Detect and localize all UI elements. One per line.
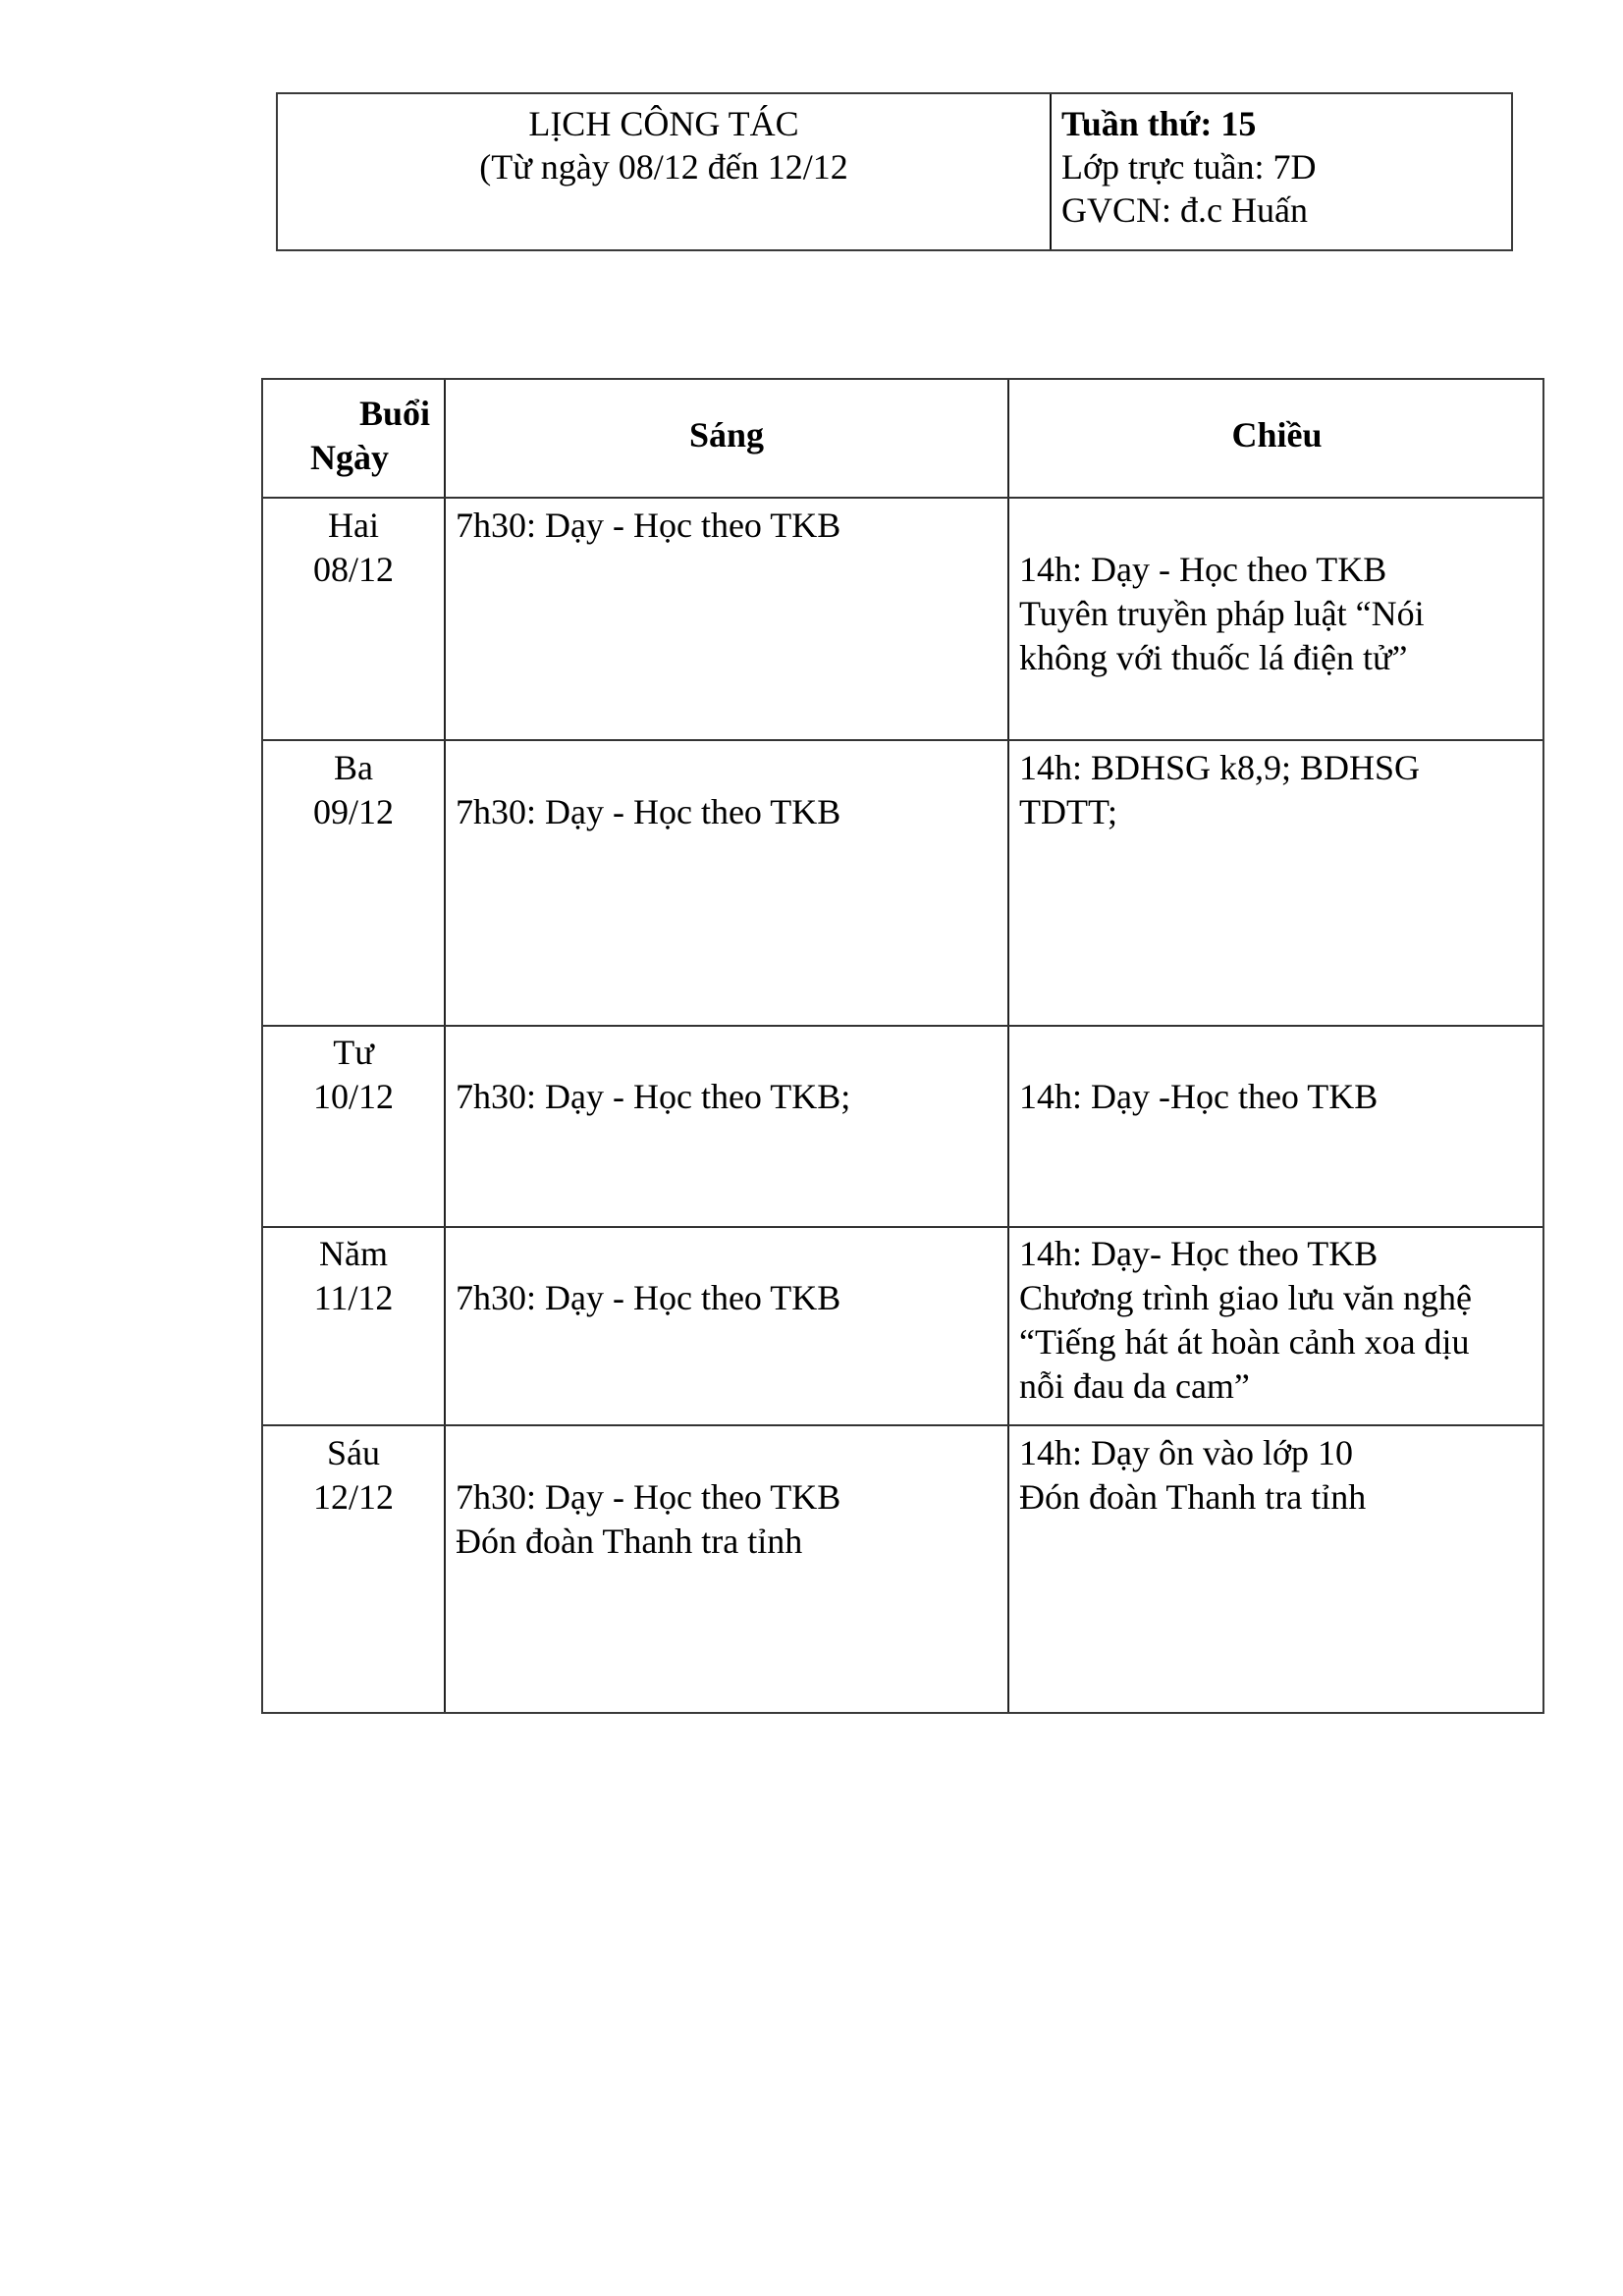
schedule-table bbox=[261, 378, 1544, 1714]
header-afternoon: Chiều bbox=[1231, 415, 1323, 454]
afternoon-item: Tuyên truyền pháp luật “Nói bbox=[1019, 594, 1425, 633]
header-morning: Sáng bbox=[688, 415, 765, 454]
afternoon-item: 14h: Dạy ôn vào lớp 10 bbox=[1019, 1433, 1353, 1472]
day-name: Ba bbox=[334, 748, 373, 787]
header-box bbox=[276, 92, 1513, 251]
morning-item: Đón đoàn Thanh tra tỉnh bbox=[456, 1522, 803, 1561]
day-name: Sáu bbox=[327, 1433, 380, 1472]
afternoon-item: Đón đoàn Thanh tra tỉnh bbox=[1019, 1477, 1367, 1517]
day-date: 11/12 bbox=[313, 1278, 394, 1317]
row-divider bbox=[263, 497, 1542, 499]
afternoon-item: nỗi đau da cam” bbox=[1019, 1366, 1250, 1406]
day-date: 10/12 bbox=[312, 1077, 394, 1116]
day-date: 08/12 bbox=[312, 550, 394, 589]
row-divider bbox=[263, 1025, 1542, 1027]
homeroom-teacher: GVCN: đ.c Huấn bbox=[1061, 190, 1308, 230]
morning-item: 7h30: Dạy - Học theo TKB bbox=[456, 1278, 841, 1317]
day-name: Tư bbox=[333, 1033, 374, 1072]
morning-item: 7h30: Dạy - Học theo TKB; bbox=[456, 1077, 851, 1116]
afternoon-item: Chương trình giao lưu văn nghệ bbox=[1019, 1278, 1473, 1317]
row-divider bbox=[263, 739, 1542, 741]
duty-class: Lớp trực tuần: 7D bbox=[1061, 147, 1317, 187]
day-date: 09/12 bbox=[312, 792, 394, 831]
morning-item: 7h30: Dạy - Học theo TKB bbox=[456, 792, 841, 831]
row-divider bbox=[263, 1226, 1542, 1228]
afternoon-item: 14h: Dạy- Học theo TKB bbox=[1019, 1234, 1379, 1273]
date-range: (Từ ngày 08/12 đến 12/12 bbox=[479, 147, 848, 187]
week-number: Tuần thứ: 15 bbox=[1061, 104, 1257, 143]
afternoon-item: “Tiếng hát át hoàn cảnh xoa dịu bbox=[1019, 1322, 1470, 1362]
afternoon-item: 14h: BDHSG k8,9; BDHSG bbox=[1019, 748, 1421, 787]
morning-item: 7h30: Dạy - Học theo TKB bbox=[456, 1477, 841, 1517]
day-name: Hai bbox=[328, 506, 379, 545]
morning-item: 7h30: Dạy - Học theo TKB bbox=[456, 506, 841, 545]
day-name: Năm bbox=[319, 1234, 388, 1273]
header-day-label: Ngày bbox=[310, 438, 389, 477]
afternoon-item: 14h: Dạy -Học theo TKB bbox=[1019, 1077, 1379, 1116]
header-divider bbox=[1050, 94, 1052, 249]
day-date: 12/12 bbox=[312, 1477, 394, 1517]
column-divider bbox=[1007, 380, 1009, 1712]
afternoon-item: 14h: Dạy - Học theo TKB bbox=[1019, 550, 1387, 589]
column-divider bbox=[444, 380, 446, 1712]
afternoon-item: TDTT; bbox=[1019, 792, 1117, 831]
row-divider bbox=[263, 1424, 1542, 1426]
afternoon-item: không với thuốc lá điện tử” bbox=[1019, 638, 1408, 677]
header-session-label: Buổi bbox=[358, 394, 430, 433]
document-title: LỊCH CÔNG TÁC bbox=[528, 104, 799, 143]
